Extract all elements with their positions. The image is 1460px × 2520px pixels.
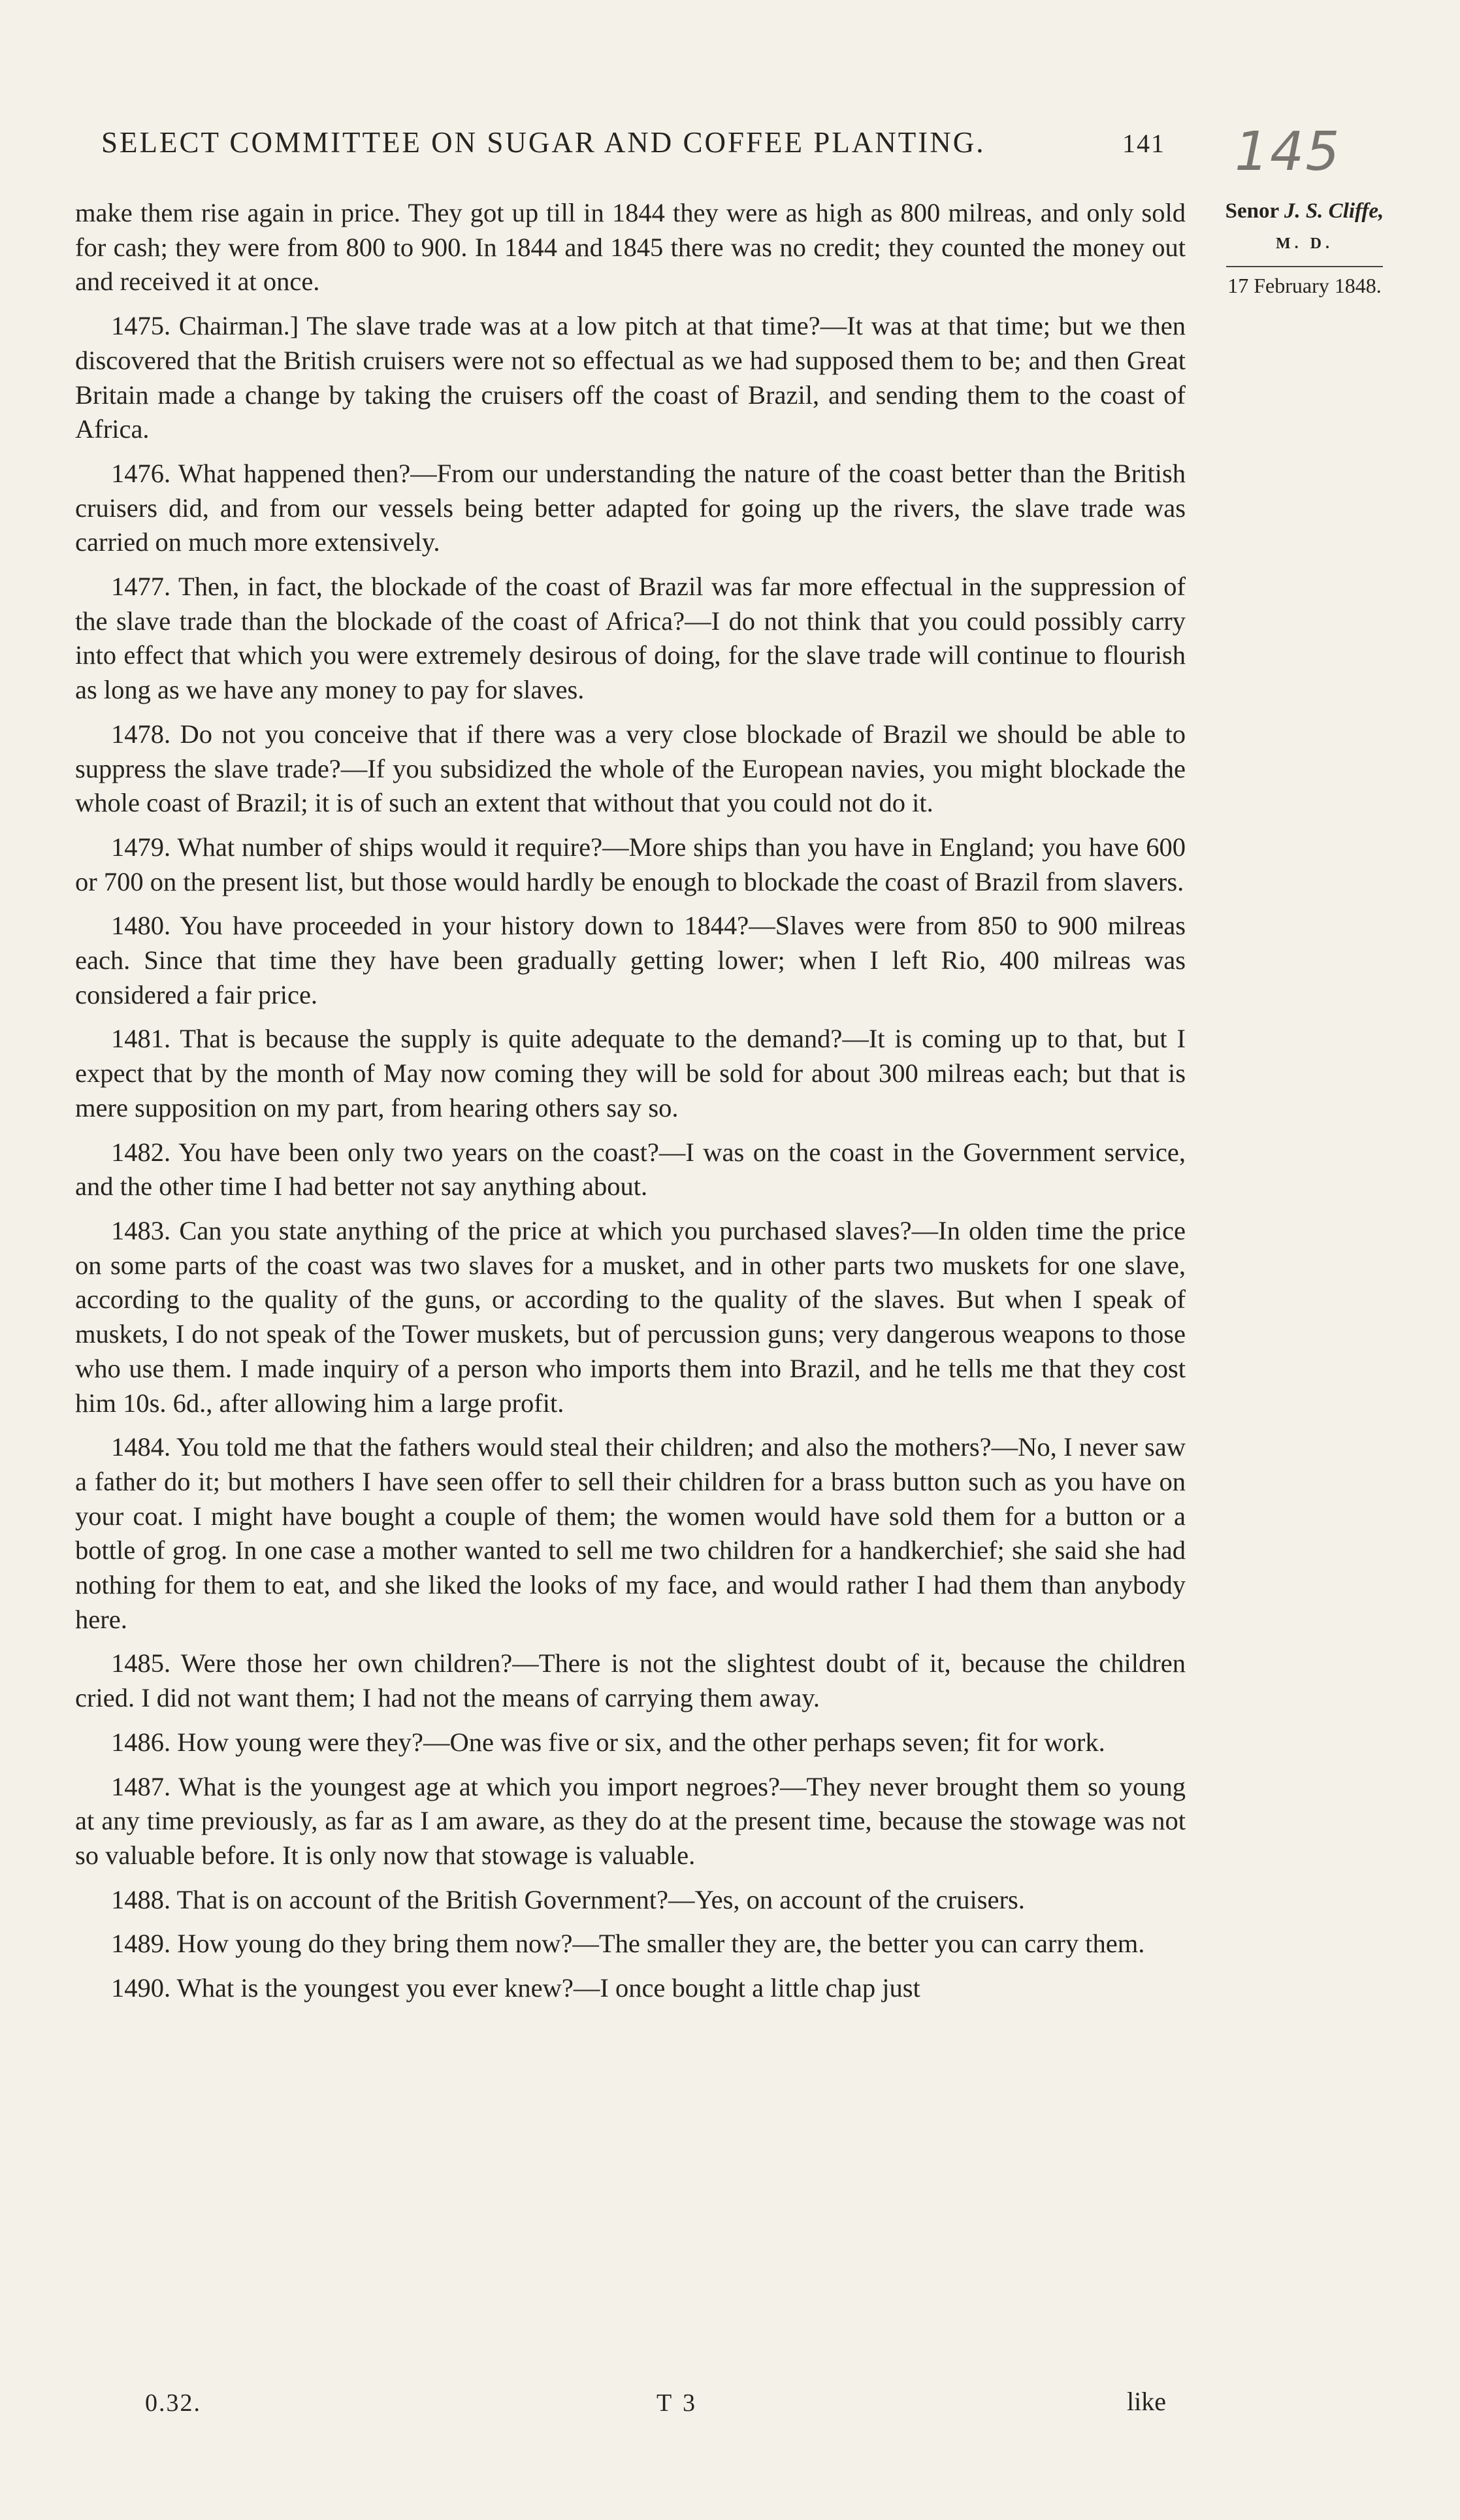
paragraph: 1485. Were those her own children?—There is not the slightest doubt of it, because the children cried. I did not want them; I had not the means of carrying them away. xyxy=(75,1648,1186,1713)
paragraph: 1488. That is on account of the British Government?—Yes, on account of the cruisers. xyxy=(111,1884,1025,1914)
witness-degree: M. D. xyxy=(1276,235,1333,252)
body-text xyxy=(75,196,1186,2016)
testimony-date: 17 February 1848. xyxy=(1227,274,1382,297)
paragraph: 1480. You have proceeded in your history down to 1844?—Slaves were from 850 to 900 milreas each. Since that time they have been gradually getting lower; when I left Rio, 400 milreas was considered a fair price. xyxy=(75,911,1186,1009)
paragraph: 1487. What is the youngest age at which you import negroes?—They never brought them so young at any time previously, as far as I am aware, as they do at the present time, because the stowage was not so valuable before. It is only now that stowage is valuable. xyxy=(75,1771,1186,1870)
paragraph: 1478. Do not you conceive that if there was a very close blockade of Brazil we should be able to suppress the slave trade?—If you subsidized the whole of the European navies, you might blockade the whole coast of Brazil; it is of such an extent that without that you could not do it. xyxy=(75,719,1186,818)
margin-rule xyxy=(1226,266,1383,267)
paragraph: make them rise again in price. They got up till in 1844 they were as high as 800 milreas, and only sold for cash; they were from 800 to 900. In 1844 and 1845 there was no credit; they counted the money out and received it at once. xyxy=(75,198,1186,297)
paragraph: 1483. Can you state anything of the price at which you purchased slaves?—In olden time the price on some parts of the coast was two slaves for a musket, and in other parts two muskets for one slave, according to the quality of the guns, or according to the quality of the slaves. But when I speak of muskets, I do not speak of the Tower muskets, but of percussion guns; very dangerous weapons to those who use them. I made inquiry of a person who imports them into Brazil, and he tells me that they cost him 10s. 6d., after allowing him a large profit. xyxy=(75,1215,1186,1418)
handwritten-folio-number: 145 xyxy=(1235,121,1341,183)
witness-line xyxy=(1197,199,1412,223)
witness-name: J. S. Cliffe, xyxy=(1284,199,1384,223)
paragraph: 1489. How young do they bring them now?—The smaller they are, the better you can carry them. xyxy=(111,1929,1145,1959)
catchword: like xyxy=(1127,2387,1166,2416)
margin-note xyxy=(1197,199,1412,298)
paragraph: 1477. Then, in fact, the blockade of the coast of Brazil was far more effectual in the suppression of the slave trade than the blockade of the coast of Africa?—I do not think that you could possibly carry into effect that which you were extremely desirous of doing, for the slave trade will continue to flourish as long as we have any money to pay for slaves. xyxy=(75,572,1186,705)
paragraph: 1484. You told me that the fathers would steal their children; and also the mothers?—No, I never saw a father do it; but mothers I have seen offer to sell their children for a brass button such as you have on your coat. I might have bought a couple of them; the women would have sold them for a button or a bottle of grog. In one case a mother wanted to sell me two children for a handkerchief; she said she had nothing for them to eat, and she liked the looks of my face, and would rather I had them than anybody here. xyxy=(75,1432,1186,1634)
paragraph: 1476. What happened then?—From our understanding the nature of the coast better than the British cruisers did, and from our vessels being better adapted for going up the rivers, the slave trade was carried on much more extensively. xyxy=(75,458,1186,557)
printer-signature: 0.32. xyxy=(145,2389,201,2417)
paragraph: 1479. What number of ships would it require?—More ships than you have in England; you have 600 or 700 on the present list, but those would hardly be enough to blockade the coast of Brazil from slavers. xyxy=(75,832,1186,896)
signature-mark: T 3 xyxy=(657,2389,698,2417)
paragraph: 1475. Chairman.] The slave trade was at a low pitch at that time?—It was at that time; but we then discovered that the British cruisers were not so effectual as we had supposed them to be; and then Great Britain made a change by taking the cruisers off the coast of Brazil, and sending them to the coast of Africa. xyxy=(75,311,1186,444)
running-head-title: SELECT COMMITTEE ON SUGAR AND COFFEE PLANTING. xyxy=(101,126,986,159)
paragraph: 1490. What is the youngest you ever knew?—I once bought a little chap just xyxy=(111,1973,920,2003)
paragraph: 1486. How young were they?—One was five or six, and the other perhaps seven; fit for work. xyxy=(111,1727,1105,1757)
page-number: 141 xyxy=(1122,129,1165,158)
paragraph: 1481. That is because the supply is quite adequate to the demand?—It is coming up to that, but I expect that by the month of May now coming they will be sold for about 300 milreas each; but that is mere supposition on my part, from hearing others say so. xyxy=(75,1024,1186,1122)
witness-prefix: Senor xyxy=(1225,199,1284,223)
paragraph: 1482. You have been only two years on the coast?—I was on the coast in the Government service, and the other time I had better not say anything about. xyxy=(75,1137,1186,1202)
